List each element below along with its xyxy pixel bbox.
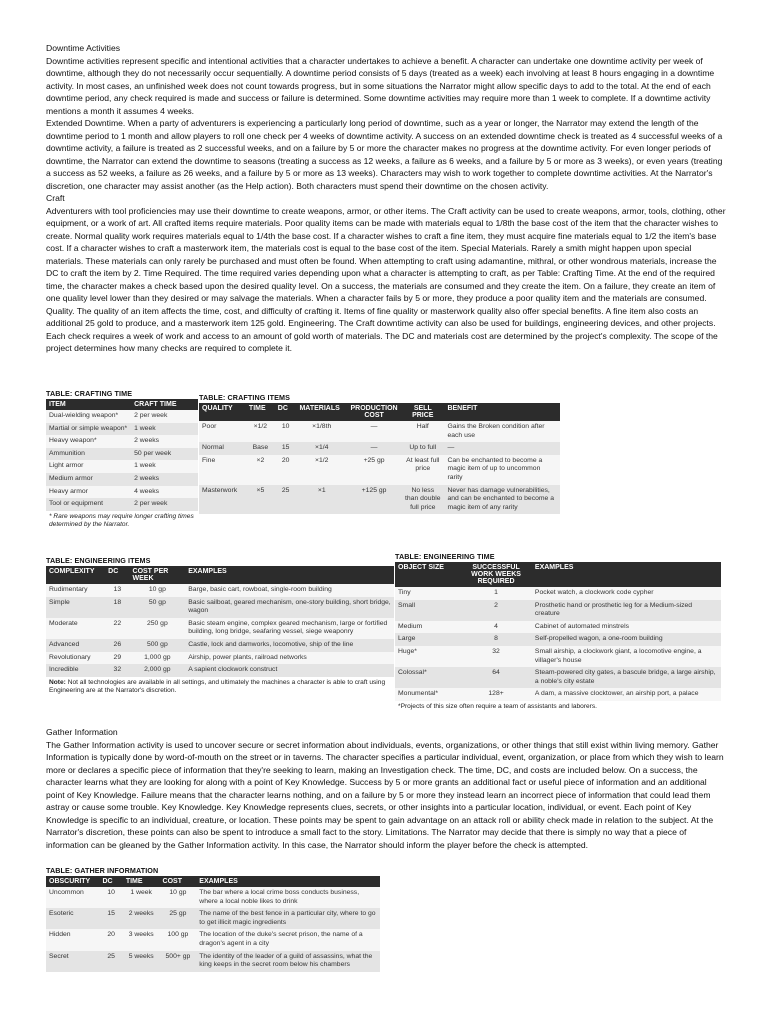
table-cell: 10 xyxy=(99,887,122,908)
col-header: CRAFT TIME xyxy=(131,399,198,410)
table-cell: 1 week xyxy=(131,423,198,436)
table-cell: Uncommon xyxy=(46,887,99,908)
table-cell: 25 gp xyxy=(160,908,197,929)
table-row xyxy=(46,951,380,972)
col-header: SUCCESSFUL WORK WEEKS REQUIRED xyxy=(460,562,532,587)
table-cell: Incredible xyxy=(46,664,105,677)
table-cell: 13 xyxy=(105,584,129,597)
table-cell: ×5 xyxy=(246,485,275,515)
col-header: DC xyxy=(275,403,297,421)
table-cell: Base xyxy=(246,442,275,455)
table-cell: 2 xyxy=(460,600,532,621)
engineering-items-note xyxy=(46,677,394,698)
col-header: COMPLEXITY xyxy=(46,566,105,584)
table-cell: 25 xyxy=(275,485,297,515)
downtime-section xyxy=(46,42,726,355)
table-row xyxy=(395,587,721,600)
table-cell: ×1/2 xyxy=(296,455,347,485)
table-cell: Cabinet of automated minstrels xyxy=(532,621,721,634)
table-cell: 20 xyxy=(99,929,122,950)
table-cell: 4 weeks xyxy=(131,486,198,499)
table-cell: Simple xyxy=(46,597,105,618)
col-header: QUALITY xyxy=(199,403,246,421)
table-row xyxy=(46,618,394,639)
table-cell: 1,000 gp xyxy=(130,652,186,665)
engineering-time-note: *Projects of this size often require a team of assistants and laborers. xyxy=(398,702,598,710)
table-cell: At least full price xyxy=(401,455,444,485)
engineering-items-grid xyxy=(46,566,394,677)
table-cell: Fine xyxy=(199,455,246,485)
table-cell: — xyxy=(347,442,401,455)
table-cell: Up to full xyxy=(401,442,444,455)
table-row xyxy=(46,410,198,423)
table-cell: ×1/2 xyxy=(246,421,275,442)
table-cell: Never has damage vulnerabilities, and can be enchanted to become a magic item of any rarity xyxy=(444,485,560,515)
table-cell: No less than double full price xyxy=(401,485,444,515)
table-row xyxy=(46,498,198,511)
crafting-items-grid xyxy=(199,403,560,514)
table-cell: ×2 xyxy=(246,455,275,485)
note-label: Note: xyxy=(49,678,66,686)
col-header: ITEM xyxy=(46,399,131,410)
table-cell: Can be enchanted to become a magic item of up to uncommon rarity xyxy=(444,455,560,485)
table-cell: A sapient clockwork construct xyxy=(185,664,394,677)
table-cell: Medium armor xyxy=(46,473,131,486)
table-cell: Esoteric xyxy=(46,908,99,929)
engineering-time-grid xyxy=(395,562,721,701)
table-cell: Prosthetic hand or prosthetic leg for a Medium-sized creature xyxy=(532,600,721,621)
table-cell: Monumental* xyxy=(395,688,460,701)
table-cell: Self-propelled wagon, a one-room building xyxy=(532,633,721,646)
table-row xyxy=(199,485,560,515)
table-cell: 22 xyxy=(105,618,129,639)
table-cell: Colossal* xyxy=(395,667,460,688)
table-cell: Pocket watch, a clockwork code cypher xyxy=(532,587,721,600)
table-cell: Basic sailboat, geared mechanism, one-story building, short bridge, wagon xyxy=(185,597,394,618)
table-cell: 3 weeks xyxy=(123,929,160,950)
col-header: OBJECT SIZE xyxy=(395,562,460,587)
table-row xyxy=(199,421,560,442)
table-row xyxy=(395,646,721,667)
col-header: BENEFIT xyxy=(444,403,560,421)
engineering-time-table xyxy=(395,552,721,713)
craft-heading: Craft xyxy=(46,193,65,203)
table-cell: 2 per week xyxy=(131,410,198,423)
table-row xyxy=(46,597,394,618)
table-row xyxy=(46,448,198,461)
table-cell: ×1/4 xyxy=(296,442,347,455)
table-row xyxy=(46,929,380,950)
table-cell: 1 xyxy=(460,587,532,600)
downtime-paragraph-2: Extended Downtime. When a party of adventurers is experiencing a particularly long period of downtime, such as a year or longer, the Narrator may extend the length of the downtime period to 1 month and allow players to roll one check per 4 weeks of downtime activity. A success on an extended downtime check is treated as 4 successful weeks of a downtime activity, a failure is treated as 2 successful weeks, and on a failure by 5 or more the character makes no progress at the downtime activity. For even longer periods of downtime, the Narrator can extend the downtime to seasons (treating a success as 12 weeks, a failure as 6 weeks, and a failure by 5 or more as 3 weeks), or even years (treating a success as 52 weeks, a failure as 26 weeks, and a failure by 5 or more as 13 weeks). Characters may wish to work together to complete downtime activities. At the Narrator's discretion, one character may assist another (as the Help action). Both characters must spend their downtime on the chosen activity. xyxy=(46,118,723,191)
crafting-items-table xyxy=(199,393,560,514)
table-cell: Masterwork xyxy=(199,485,246,515)
table-cell: 10 gp xyxy=(160,887,197,908)
table-cell: Huge* xyxy=(395,646,460,667)
table-cell: 500 gp xyxy=(130,639,186,652)
table-row xyxy=(46,435,198,448)
col-header: DC xyxy=(105,566,129,584)
col-header: TIME xyxy=(123,876,160,887)
table-cell: 64 xyxy=(460,667,532,688)
table-row xyxy=(199,442,560,455)
table-row xyxy=(395,688,721,701)
crafting-time-table xyxy=(46,389,198,532)
table-cell: 10 xyxy=(275,421,297,442)
table-cell: The identity of the leader of a guild of assassins, what the king keeps in the secret room below his chambers xyxy=(196,951,380,972)
table-cell: ×1 xyxy=(296,485,347,515)
col-header: EXAMPLES xyxy=(532,562,721,587)
col-header: PRODUCTION COST xyxy=(347,403,401,421)
col-header: MATERIALS xyxy=(296,403,347,421)
table-row xyxy=(395,621,721,634)
table-row xyxy=(46,486,198,499)
gather-table xyxy=(46,866,380,972)
table-row xyxy=(46,639,394,652)
table-cell: 25 xyxy=(99,951,122,972)
note-text: Not all technologies are available in all settings, and ultimately the machines a character is able to craft using Engineering are at the Narrator's discretion. xyxy=(49,678,386,695)
table-cell: Gains the Broken condition after each use xyxy=(444,421,560,442)
table-cell: +125 gp xyxy=(347,485,401,515)
table-cell: 5 weeks xyxy=(123,951,160,972)
table-cell: Large xyxy=(395,633,460,646)
table-row xyxy=(46,473,198,486)
table-cell: 250 gp xyxy=(130,618,186,639)
table-cell: 15 xyxy=(99,908,122,929)
table-cell: 500+ gp xyxy=(160,951,197,972)
table-cell: 20 xyxy=(275,455,297,485)
table-cell: — xyxy=(444,442,560,455)
table-row xyxy=(46,664,394,677)
table-cell: 128+ xyxy=(460,688,532,701)
downtime-heading: Downtime Activities xyxy=(46,43,121,53)
table-cell: 1 week xyxy=(123,887,160,908)
crafting-time-title: TABLE: CRAFTING TIME xyxy=(46,389,133,398)
table-cell: The bar where a local crime boss conducts business, where a local noble likes to drink xyxy=(196,887,380,908)
craft-paragraph: Adventurers with tool proficiencies may use their downtime to create weapons, armor, or other items. The Craft activity can be used to create weapons, armor, tools, clothing, other equipment, or a work of art. All crafted items require materials. Poor quality items can be made with materials equal to 1/8th the base cost of the item that the character wishes to create. Normal quality work requires materials equal to 1/4th the base cost. If a character wishes to craft a fine item, they must acquire fine materials equal to 1/2 the item's base cost. If a character wishes to craft a masterwork item, the materials cost is equal to the base cost of the item. Special Materials. Rarely a smith might happen upon special materials. These materials can only rarely be purchased and must often be found. When attempting to craft using adamantine, mithral, or other wondrous materials, increase the DC to craft the item by 2. Time Required. The time required varies depending upon what a character is attempting to craft, as per Table: Crafting Time. At the end of the required time, the character makes a check based upon the desired quality level. On a success, the materials are consumed and they create the item. On a failure, they create an item of one quality level lower than they desired or may salvage the materials. When a character fails by 5 or more, they produce a poor quality item and the materials are consumed. Quality. The quality of an item affects the time, cost, and difficulty of crafting it. Items of fine quality or masterwork quality also offer special benefits. A fine item also costs an additional 25 gold to produce, and a masterwork item 125 gold. Engineering. The Craft downtime activity can also be used for buildings, engineering devices, and other projects. Each check requires a week of work and access to an amount of gold worth of materials. The DC and materials cost are determined by the project's complexity. The scope of the project determines how many checks are required to complete it. xyxy=(46,205,726,353)
gather-paragraph: The Gather Information activity is used to uncover secure or secret information about individuals, events, organizations, or other things that still exist within living memory. Gather Information is typically done by word-of-mouth on the street or in taverns. The character specifies a particular individual, event, organization, or place from which they wish to learn more or declares a specific piece of information that they're seeking to learn, making an Investigation check. The time, DC, and costs are included below. On a success, the character learns what they are looking for along with a point of Key Knowledge. Success by 5 or more grants an additional fact or useful piece of information and an additional point of Key Knowledge. Failure means that the character learns nothing, and on a failure by 5 or more they instead learn an incorrect piece of information that could lead them astray or cause some trouble. Key Knowledge. Key Knowledge represents clues, secrets, or other insights into a particular location, individual, or event. Each point of Key Knowledge is specific to an individual, creature, or location. These points may be spent to gain advantage on an attack roll or ability check made in relation to the subject. At the Narrator's discretion, these points can also be spent to introduce a small fact to the story. Limitations. The Narrator may decide that there is simply no way that a piece of information can be gleaned by the Gather Information activity. In this case, the Narrator should inform the player before the check is attempted. xyxy=(46,739,724,850)
table-cell: Rudimentary xyxy=(46,584,105,597)
gather-heading: Gather Information xyxy=(46,727,118,737)
table-cell: 29 xyxy=(105,652,129,665)
table-cell: Dual-wielding weapon* xyxy=(46,410,131,423)
engineering-items-title: TABLE: ENGINEERING ITEMS xyxy=(46,556,151,565)
table-row xyxy=(46,887,380,908)
table-cell: Heavy armor xyxy=(46,486,131,499)
table-cell: 4 xyxy=(460,621,532,634)
table-cell: 26 xyxy=(105,639,129,652)
col-header: EXAMPLES xyxy=(196,876,380,887)
table-cell: Half xyxy=(401,421,444,442)
table-row xyxy=(395,633,721,646)
gather-grid xyxy=(46,876,380,972)
table-cell: Tiny xyxy=(395,587,460,600)
gather-table-title: TABLE: GATHER INFORMATION xyxy=(46,866,159,875)
table-cell: 100 gp xyxy=(160,929,197,950)
table-cell: 2,000 gp xyxy=(130,664,186,677)
table-cell: Medium xyxy=(395,621,460,634)
table-cell: 2 per week xyxy=(131,498,198,511)
engineering-time-title: TABLE: ENGINEERING TIME xyxy=(395,552,495,561)
table-cell: +25 gp xyxy=(347,455,401,485)
col-header: DC xyxy=(99,876,122,887)
table-row xyxy=(46,584,394,597)
gather-section xyxy=(46,726,726,851)
table-cell: Castle, lock and damworks, locomotive, ship of the line xyxy=(185,639,394,652)
crafting-time-grid xyxy=(46,399,198,511)
table-row xyxy=(46,460,198,473)
table-cell: 15 xyxy=(275,442,297,455)
table-cell: Poor xyxy=(199,421,246,442)
table-cell: Martial or simple weapon* xyxy=(46,423,131,436)
table-cell: 2 weeks xyxy=(123,908,160,929)
table-cell: 50 per week xyxy=(131,448,198,461)
table-row xyxy=(46,652,394,665)
table-cell: ×1/8th xyxy=(296,421,347,442)
table-row xyxy=(199,455,560,485)
table-cell: Heavy weapon* xyxy=(46,435,131,448)
col-header: COST xyxy=(160,876,197,887)
downtime-paragraph-1: Downtime activities represent specific and intentional activities that a character undertakes to achieve a benefit. A character can undertake one downtime activity per week of downtime, although they do not necessarily occur sequentially. A downtime period consists of 5 days (treated as a week) each involving at least 8 hours engaging in a downtime activity. In most cases, an unfinished week does not count towards progress, but in some situations the Narrator might allow specific days to add to the total. At the end of each downtime period, any check required is made and success or failure is determined. Some downtime activities may require more than 1 week to complete. If a downtime activity mentions a month it assumes 4 weeks. xyxy=(46,55,715,116)
table-cell: Secret xyxy=(46,951,99,972)
col-header: OBSCURITY xyxy=(46,876,99,887)
table-cell: Small airship, a clockwork giant, a locomotive engine, a villager's house xyxy=(532,646,721,667)
table-cell: Moderate xyxy=(46,618,105,639)
crafting-items-title: TABLE: CRAFTING ITEMS xyxy=(199,393,291,402)
table-cell: 2 weeks xyxy=(131,435,198,448)
table-cell: Normal xyxy=(199,442,246,455)
col-header: SELL PRICE xyxy=(401,403,444,421)
table-cell: 32 xyxy=(460,646,532,667)
table-cell: Advanced xyxy=(46,639,105,652)
table-cell: Airship, power plants, railroad networks xyxy=(185,652,394,665)
table-cell: Small xyxy=(395,600,460,621)
table-cell: A dam, a massive clocktower, an airship port, a palace xyxy=(532,688,721,701)
table-row xyxy=(395,667,721,688)
table-cell: Light armor xyxy=(46,460,131,473)
table-cell: 2 weeks xyxy=(131,473,198,486)
table-cell: The name of the best fence in a particular city, where to go to get illicit magic ingredients xyxy=(196,908,380,929)
table-cell: Basic steam engine, complex geared mechanism, large or fortified building, long bridge, seafaring vessel, siege weaponry xyxy=(185,618,394,639)
table-cell: 32 xyxy=(105,664,129,677)
crafting-time-note: * Rare weapons may require longer crafting times determined by the Narrator. xyxy=(49,512,194,529)
table-row xyxy=(46,423,198,436)
col-header: TIME xyxy=(246,403,275,421)
engineering-items-table xyxy=(46,556,394,698)
table-cell: The location of the duke's secret prison, the name of a dragon's agent in a city xyxy=(196,929,380,950)
table-cell: 50 gp xyxy=(130,597,186,618)
table-cell: — xyxy=(347,421,401,442)
table-cell: 8 xyxy=(460,633,532,646)
table-cell: 18 xyxy=(105,597,129,618)
table-cell: Revolutionary xyxy=(46,652,105,665)
table-cell: Hidden xyxy=(46,929,99,950)
table-cell: Barge, basic cart, rowboat, single-room building xyxy=(185,584,394,597)
table-cell: 1 week xyxy=(131,460,198,473)
table-row xyxy=(395,600,721,621)
table-cell: Steam-powered city gates, a bascule bridge, a large airship, a noble's city estate xyxy=(532,667,721,688)
table-cell: 10 gp xyxy=(130,584,186,597)
col-header: COST PER WEEK xyxy=(130,566,186,584)
table-cell: Tool or equipment xyxy=(46,498,131,511)
col-header: EXAMPLES xyxy=(185,566,394,584)
table-row xyxy=(46,908,380,929)
table-cell: Ammunition xyxy=(46,448,131,461)
